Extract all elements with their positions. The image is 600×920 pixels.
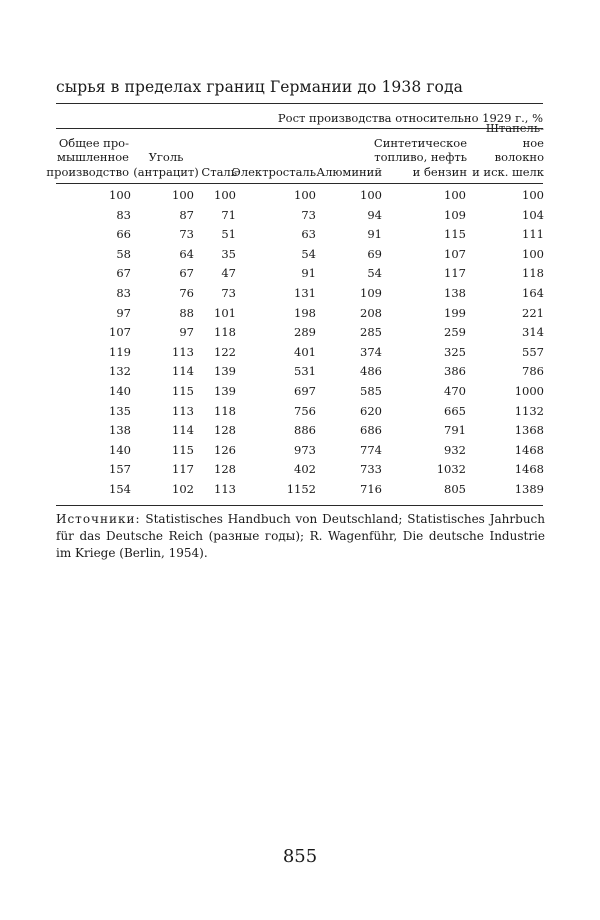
table-cell: 401 [294, 344, 316, 359]
table-cell: 697 [294, 383, 316, 398]
table-row [0, 362, 600, 382]
col-header-synthetic-fuel: Синтетическое топливо, нефть и бензин [373, 135, 467, 179]
table-cell: 54 [301, 246, 316, 261]
table-cell: 470 [444, 383, 466, 398]
table-cell: 126 [214, 442, 236, 457]
table-cell: 733 [360, 462, 382, 477]
table-cell: 973 [294, 442, 316, 457]
table-subtitle: Рост производства относительно 1929 г., % [277, 111, 543, 125]
table-cell: 54 [367, 266, 382, 281]
table-cell: 285 [360, 325, 382, 340]
table-cell: 100 [360, 188, 382, 202]
table-cell: 73 [179, 227, 194, 242]
table-row [0, 186, 600, 206]
table-cell: 100 [109, 188, 131, 202]
table-cell: 886 [294, 423, 316, 438]
table-cell: 97 [179, 325, 194, 340]
table-cell: 117 [444, 266, 466, 281]
table-cell: 199 [444, 305, 466, 320]
table-cell: 73 [301, 207, 316, 222]
table-cell: 140 [109, 383, 131, 398]
table-cell: 128 [214, 462, 236, 477]
table-cell: 314 [522, 325, 544, 340]
table-cell: 1132 [514, 403, 544, 418]
header-rule [56, 183, 543, 184]
table-cell: 686 [360, 423, 382, 438]
table-cell: 140 [109, 442, 131, 457]
table-cell: 66 [116, 227, 131, 242]
table-cell: 716 [360, 481, 382, 496]
col-header-aluminium: Алюминий [316, 164, 382, 179]
table-cell: 91 [301, 266, 316, 281]
table-cell: 1032 [436, 462, 466, 477]
sources-note [56, 511, 545, 562]
table-cell: 154 [109, 481, 131, 496]
table-row [0, 421, 600, 441]
table-cell: 756 [294, 403, 316, 418]
table-cell: 113 [172, 344, 194, 359]
sources-lead: Источники: [56, 512, 141, 526]
table-cell: 107 [109, 325, 131, 340]
table-cell: 63 [301, 227, 316, 242]
table-cell: 557 [522, 344, 544, 359]
table-cell: 101 [214, 305, 236, 320]
table-cell: 113 [172, 403, 194, 418]
table-cell: 115 [172, 383, 194, 398]
table-cell: 83 [116, 207, 131, 222]
table-cell: 88 [179, 305, 194, 320]
table-row [0, 382, 600, 402]
table-cell: 64 [179, 246, 194, 261]
table-cell: 259 [444, 325, 466, 340]
bottom-rule [56, 505, 543, 506]
table-cell: 486 [360, 364, 382, 379]
table-cell: 109 [444, 207, 466, 222]
table-cell: 115 [444, 227, 466, 242]
table-cell: 665 [444, 403, 466, 418]
table-cell: 774 [360, 442, 382, 457]
table-cell: 47 [221, 266, 236, 281]
table-cell: 51 [221, 227, 236, 242]
table-cell: 131 [294, 285, 316, 300]
table-cell: 531 [294, 364, 316, 379]
top-rule [56, 103, 543, 104]
table-cell: 102 [172, 481, 194, 496]
table-cell: 1368 [514, 423, 544, 438]
table-cell: 1468 [514, 462, 544, 477]
table-cell: 402 [294, 462, 316, 477]
table-cell: 805 [444, 481, 466, 496]
table-cell: 1000 [514, 383, 544, 398]
table-row [0, 480, 600, 500]
table-cell: 35 [221, 246, 236, 261]
col-header-staple-fiber: Штапель- ное волокно и иск. шелк [472, 121, 544, 179]
page-number: 855 [282, 846, 318, 867]
table-cell: 76 [179, 285, 194, 300]
table-cell: 585 [360, 383, 382, 398]
table-cell: 100 [522, 188, 544, 202]
table-row [0, 460, 600, 480]
table-cell: 114 [172, 364, 194, 379]
table-row [0, 284, 600, 304]
table-cell: 138 [109, 423, 131, 438]
table-title: сырья в пределах границ Германии до 1938 года [56, 78, 463, 96]
table-cell: 109 [360, 285, 382, 300]
table-cell: 118 [522, 266, 544, 281]
table-cell: 932 [444, 442, 466, 457]
table-cell: 325 [444, 344, 466, 359]
table-cell: 118 [214, 325, 236, 340]
table-cell: 58 [116, 246, 131, 261]
table-cell: 208 [360, 305, 382, 320]
table-row [0, 304, 600, 324]
table-cell: 117 [172, 462, 194, 477]
table-cell: 132 [109, 364, 131, 379]
table-cell: 1468 [514, 442, 544, 457]
table-row [0, 402, 600, 422]
table-cell: 100 [214, 188, 236, 202]
table-cell: 620 [360, 403, 382, 418]
table-row [0, 245, 600, 265]
table-cell: 111 [522, 227, 544, 242]
table-cell: 97 [116, 305, 131, 320]
table-cell: 1152 [286, 481, 316, 496]
col-header-steel: Сталь [201, 164, 237, 179]
table-cell: 138 [444, 285, 466, 300]
table-cell: 122 [214, 344, 236, 359]
table-cell: 198 [294, 305, 316, 320]
col-header-electrosteel: Электросталь [232, 164, 316, 179]
table-cell: 67 [116, 266, 131, 281]
table-cell: 164 [522, 285, 544, 300]
table-cell: 115 [172, 442, 194, 457]
table-cell: 139 [214, 383, 236, 398]
table-cell: 1389 [514, 481, 544, 496]
table-cell: 128 [214, 423, 236, 438]
table-cell: 139 [214, 364, 236, 379]
table-cell: 69 [367, 246, 382, 261]
table-cell: 118 [214, 403, 236, 418]
table-cell: 73 [221, 285, 236, 300]
table-row [0, 441, 600, 461]
table-cell: 786 [522, 364, 544, 379]
table-cell: 100 [444, 188, 466, 202]
table-cell: 791 [444, 423, 466, 438]
sources-text: Statistisches Handbuch von Deutschland; Statistisches Jahrbuch für das Deutsche Reich (разные годы); R. Wagenführ, Die deutsche Industrie im Kriege (Berlin, 1954). [56, 512, 545, 560]
table-cell: 71 [221, 207, 236, 222]
table-cell: 83 [116, 285, 131, 300]
table-cell: 289 [294, 325, 316, 340]
table-row [0, 323, 600, 343]
table-cell: 67 [179, 266, 194, 281]
col-header-coal: Уголь (антрацит) [133, 150, 199, 179]
table-cell: 135 [109, 403, 131, 418]
table-cell: 374 [360, 344, 382, 359]
table-body [0, 186, 600, 500]
table-row [0, 206, 600, 226]
col-header-industrial: Общее про- мышленное производство [46, 135, 129, 179]
table-cell: 113 [214, 481, 236, 496]
table-cell: 221 [522, 305, 544, 320]
subtitle-rule [56, 128, 543, 129]
table-cell: 87 [179, 207, 194, 222]
table-cell: 107 [444, 246, 466, 261]
table-cell: 100 [172, 188, 194, 202]
table-cell: 157 [109, 462, 131, 477]
table-cell: 114 [172, 423, 194, 438]
table-cell: 104 [522, 207, 544, 222]
table-row [0, 264, 600, 284]
table-cell: 100 [294, 188, 316, 202]
table-cell: 119 [109, 344, 131, 359]
table-cell: 94 [367, 207, 382, 222]
table-row [0, 343, 600, 363]
table-cell: 386 [444, 364, 466, 379]
table-row [0, 225, 600, 245]
table-cell: 91 [367, 227, 382, 242]
table-cell: 100 [522, 246, 544, 261]
